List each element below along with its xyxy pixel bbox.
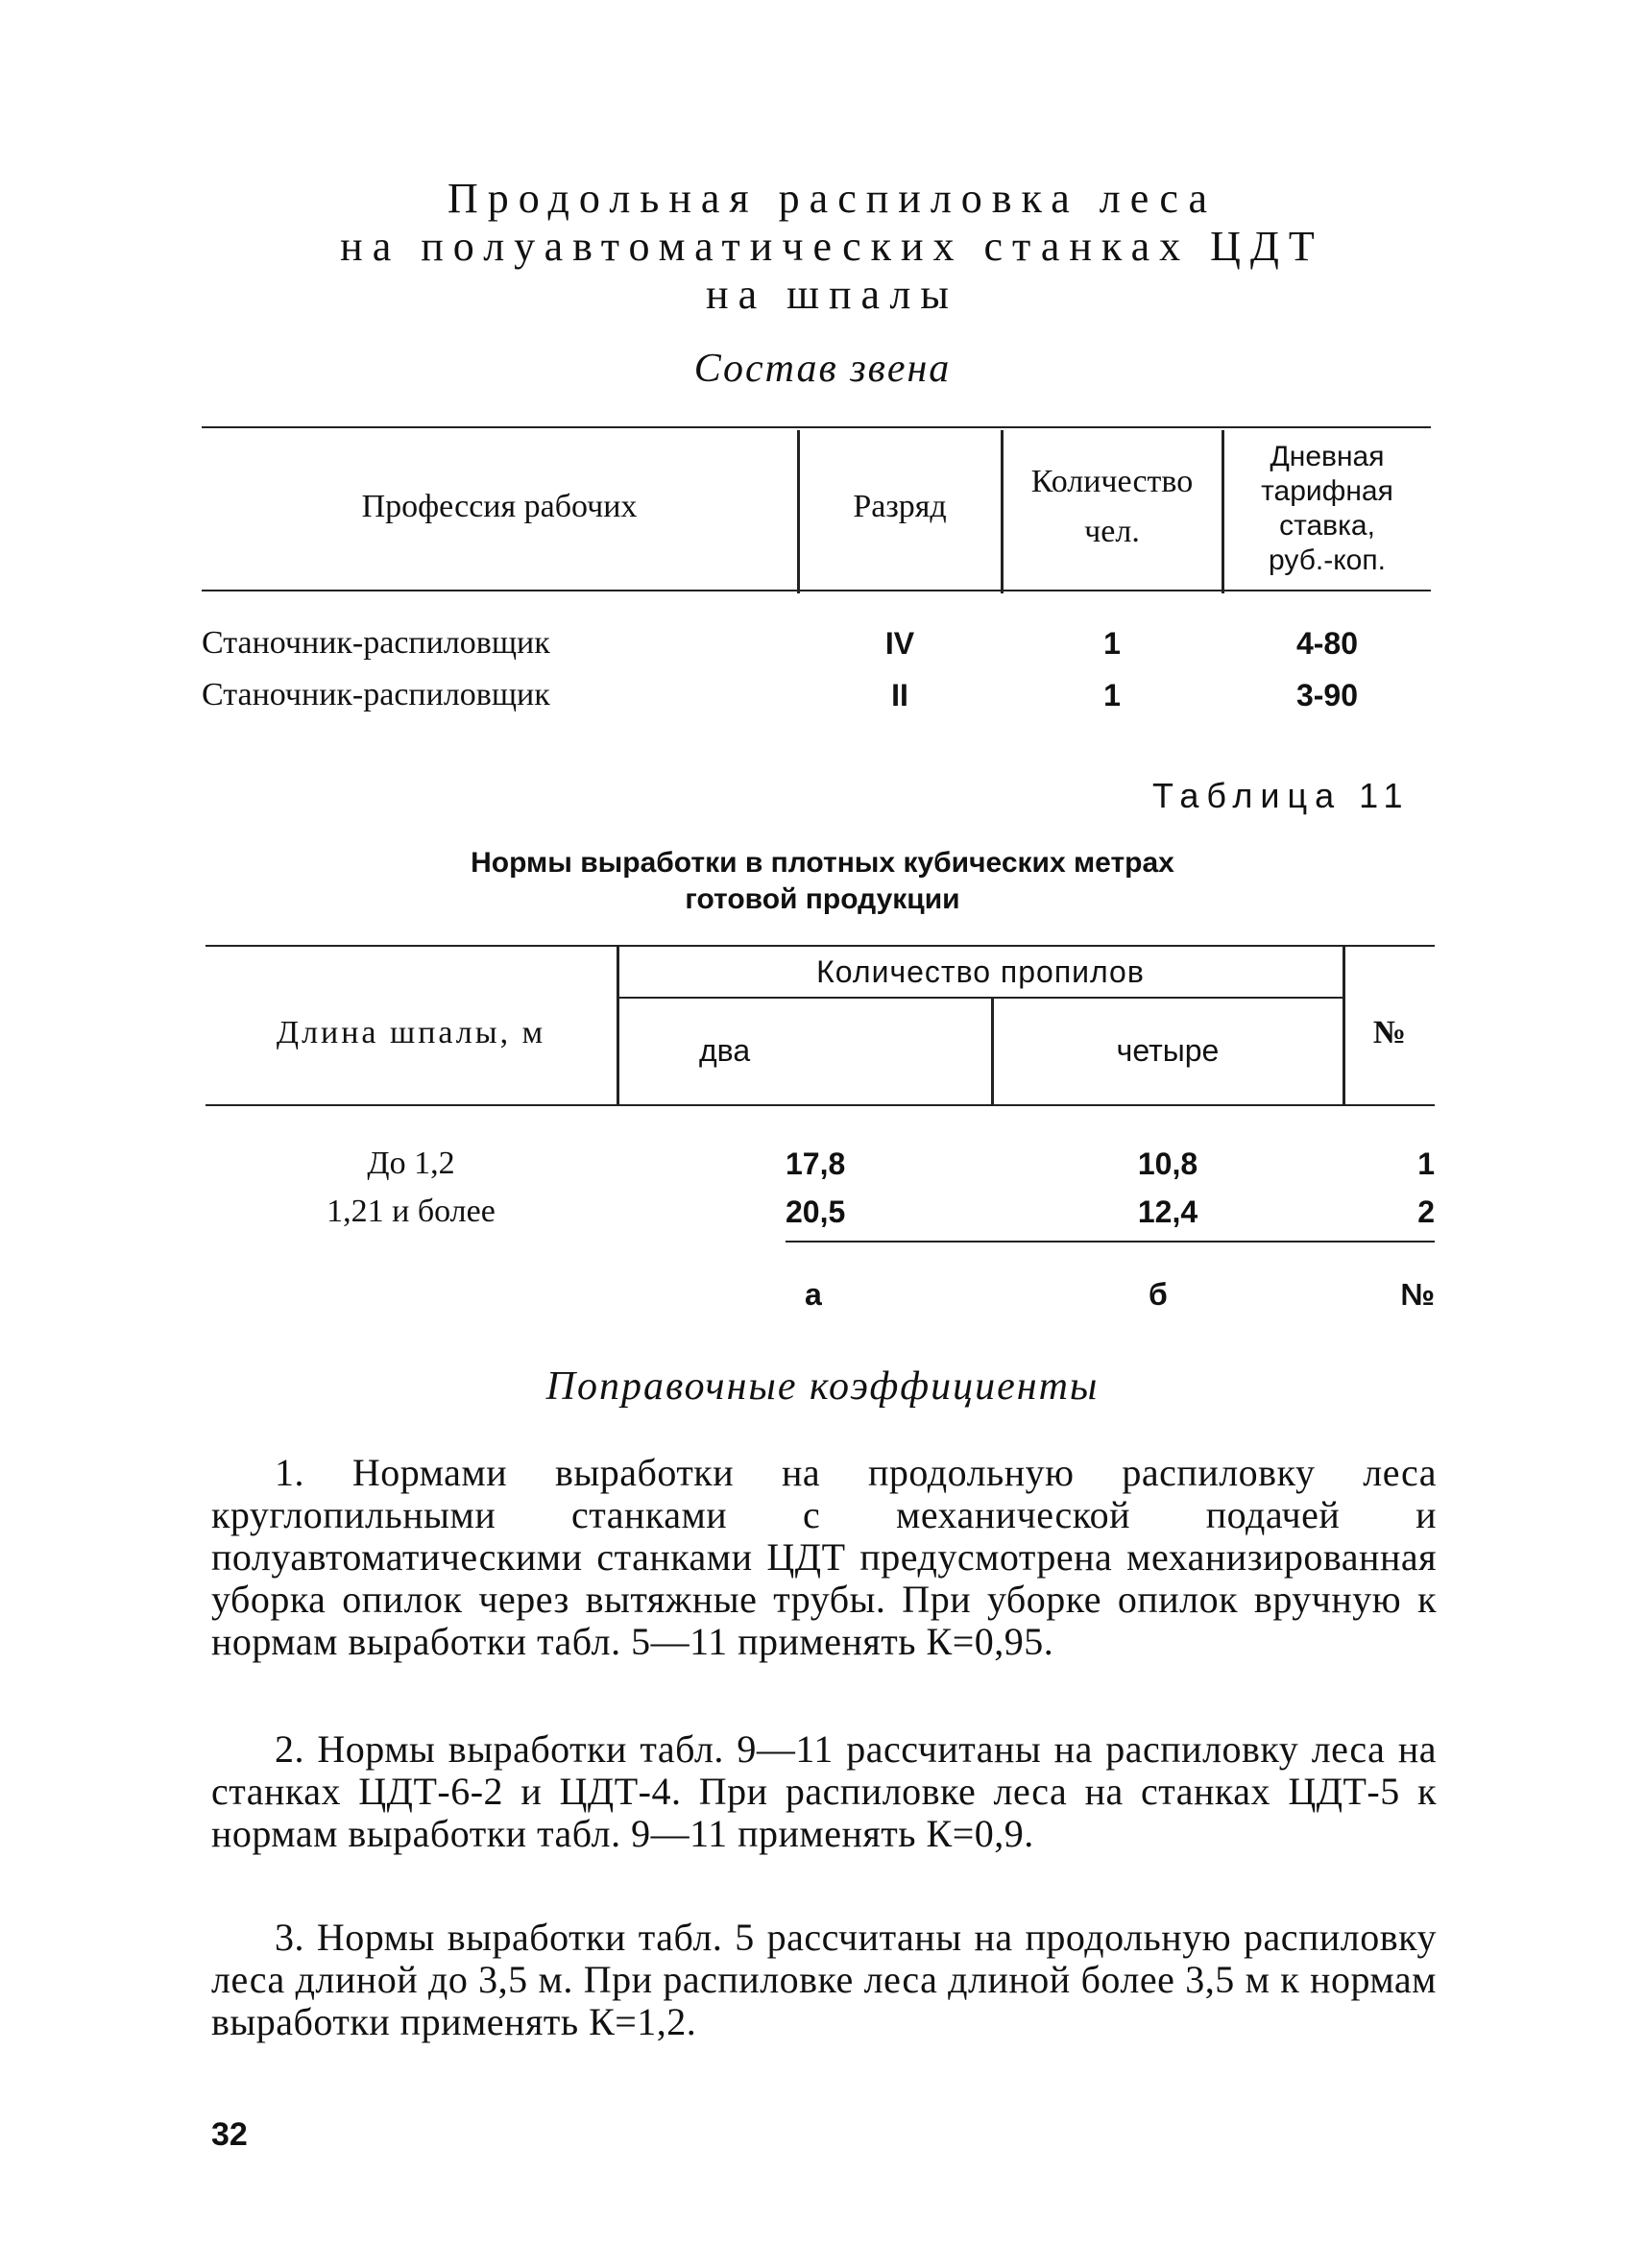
- table-caption-line2: готовой продукции: [685, 883, 960, 915]
- header-rate-line2: тарифная: [1261, 475, 1393, 507]
- paragraph-3: 3. Нормы выработки табл. 5 рассчитаны на продольную распиловку леса длиной до 3,5 м. При распиловке леса длиной более 3,5 м к нормам выработки применять К=1,2.: [211, 1916, 1437, 2043]
- norms-row-1-length: До 1,2: [367, 1146, 455, 1181]
- table-caption: [0, 845, 1645, 918]
- header-bottom-rule: [206, 1104, 1435, 1106]
- header-rate-line1: Дневная: [1270, 441, 1385, 472]
- norms-row-1-no: 1: [1417, 1146, 1435, 1181]
- table-caption-line1: Нормы выработки в плотных кубических метрах: [471, 847, 1174, 879]
- table-top-rule: [206, 945, 1435, 947]
- header-count: [1003, 465, 1222, 549]
- table-label: Таблица 11: [1152, 776, 1411, 815]
- header-no: №: [1372, 1015, 1407, 1050]
- page-title: [0, 175, 1645, 319]
- norms-table: [206, 945, 1435, 1312]
- crew-row-1-rate: 4-80: [1295, 626, 1359, 661]
- title-line-2: на полуавтоматических станках ЦДТ: [340, 223, 1324, 270]
- norms-row-2-two: 20,5: [786, 1194, 846, 1229]
- crew-heading: Состав звена: [693, 347, 952, 391]
- crew-row-2-grade: II: [891, 678, 908, 712]
- header-cuts: Количество пропилов: [816, 954, 1145, 989]
- footer-b: б: [1149, 1277, 1168, 1312]
- crew-row-1-profession: Станочник-распиловщик: [202, 625, 550, 661]
- header-rate-line4: руб.-коп.: [1269, 544, 1386, 576]
- title-line-3: на шпалы: [706, 271, 958, 318]
- crew-row-2-rate: 3-90: [1295, 678, 1359, 712]
- title-line-1: Продольная распиловка леса: [448, 175, 1217, 222]
- paragraph-1: 1. Нормами выработки на продольную распиловку леса круглопильными станками с механической подачей и полуавтоматическими станками ЦДТ предусмотрена механизированная уборка опилок через вытяжные трубы. При уборке опилок вручную к нормам выработки табл. 5—11 применять К=0,95.: [211, 1451, 1437, 1663]
- norms-row-2-four: 12,4: [1137, 1194, 1198, 1229]
- norms-row-1-four: 10,8: [1137, 1146, 1198, 1181]
- header-count-line1: Количество: [1030, 464, 1194, 499]
- footer-a: а: [805, 1277, 822, 1312]
- crew-row-2-count: 1: [1103, 678, 1121, 712]
- page-number: 32: [211, 2116, 248, 2153]
- header-rate-line3: ставка,: [1279, 510, 1375, 542]
- header-bottom-rule: [202, 590, 1431, 591]
- corrections-heading: Поправочные коэффициенты: [545, 1364, 1100, 1409]
- header-grade: Разряд: [853, 489, 947, 524]
- norms-row-1-two: 17,8: [786, 1146, 846, 1181]
- paragraph-2: 2. Нормы выработки табл. 9—11 рассчитаны на распиловку леса на станках ЦДТ-6-2 и ЦДТ-4. При распиловке леса на станках ЦДТ-5 к нормам выработки табл. 9—11 применять К=0,9.: [211, 1727, 1437, 1855]
- crew-row-1-count: 1: [1103, 626, 1121, 661]
- header-four: четыре: [1116, 1033, 1220, 1068]
- header-rate: [1223, 440, 1431, 578]
- crew-row-2-profession: Станочник-распиловщик: [202, 677, 550, 712]
- table-top-rule: [202, 426, 1431, 428]
- header-two: два: [699, 1033, 751, 1068]
- table-bottom-rule: [786, 1241, 1435, 1243]
- norms-row-2-length: 1,21 и более: [327, 1194, 496, 1229]
- norms-row-2-no: 2: [1417, 1194, 1435, 1229]
- header-profession: Профессия рабочих: [361, 489, 638, 524]
- header-count-line2: чел.: [1084, 514, 1140, 549]
- crew-row-1-grade: IV: [884, 626, 915, 661]
- footer-no: №: [1400, 1277, 1435, 1312]
- header-length: Длина шпалы, м: [276, 1015, 546, 1050]
- subheader-rule: [618, 997, 1343, 999]
